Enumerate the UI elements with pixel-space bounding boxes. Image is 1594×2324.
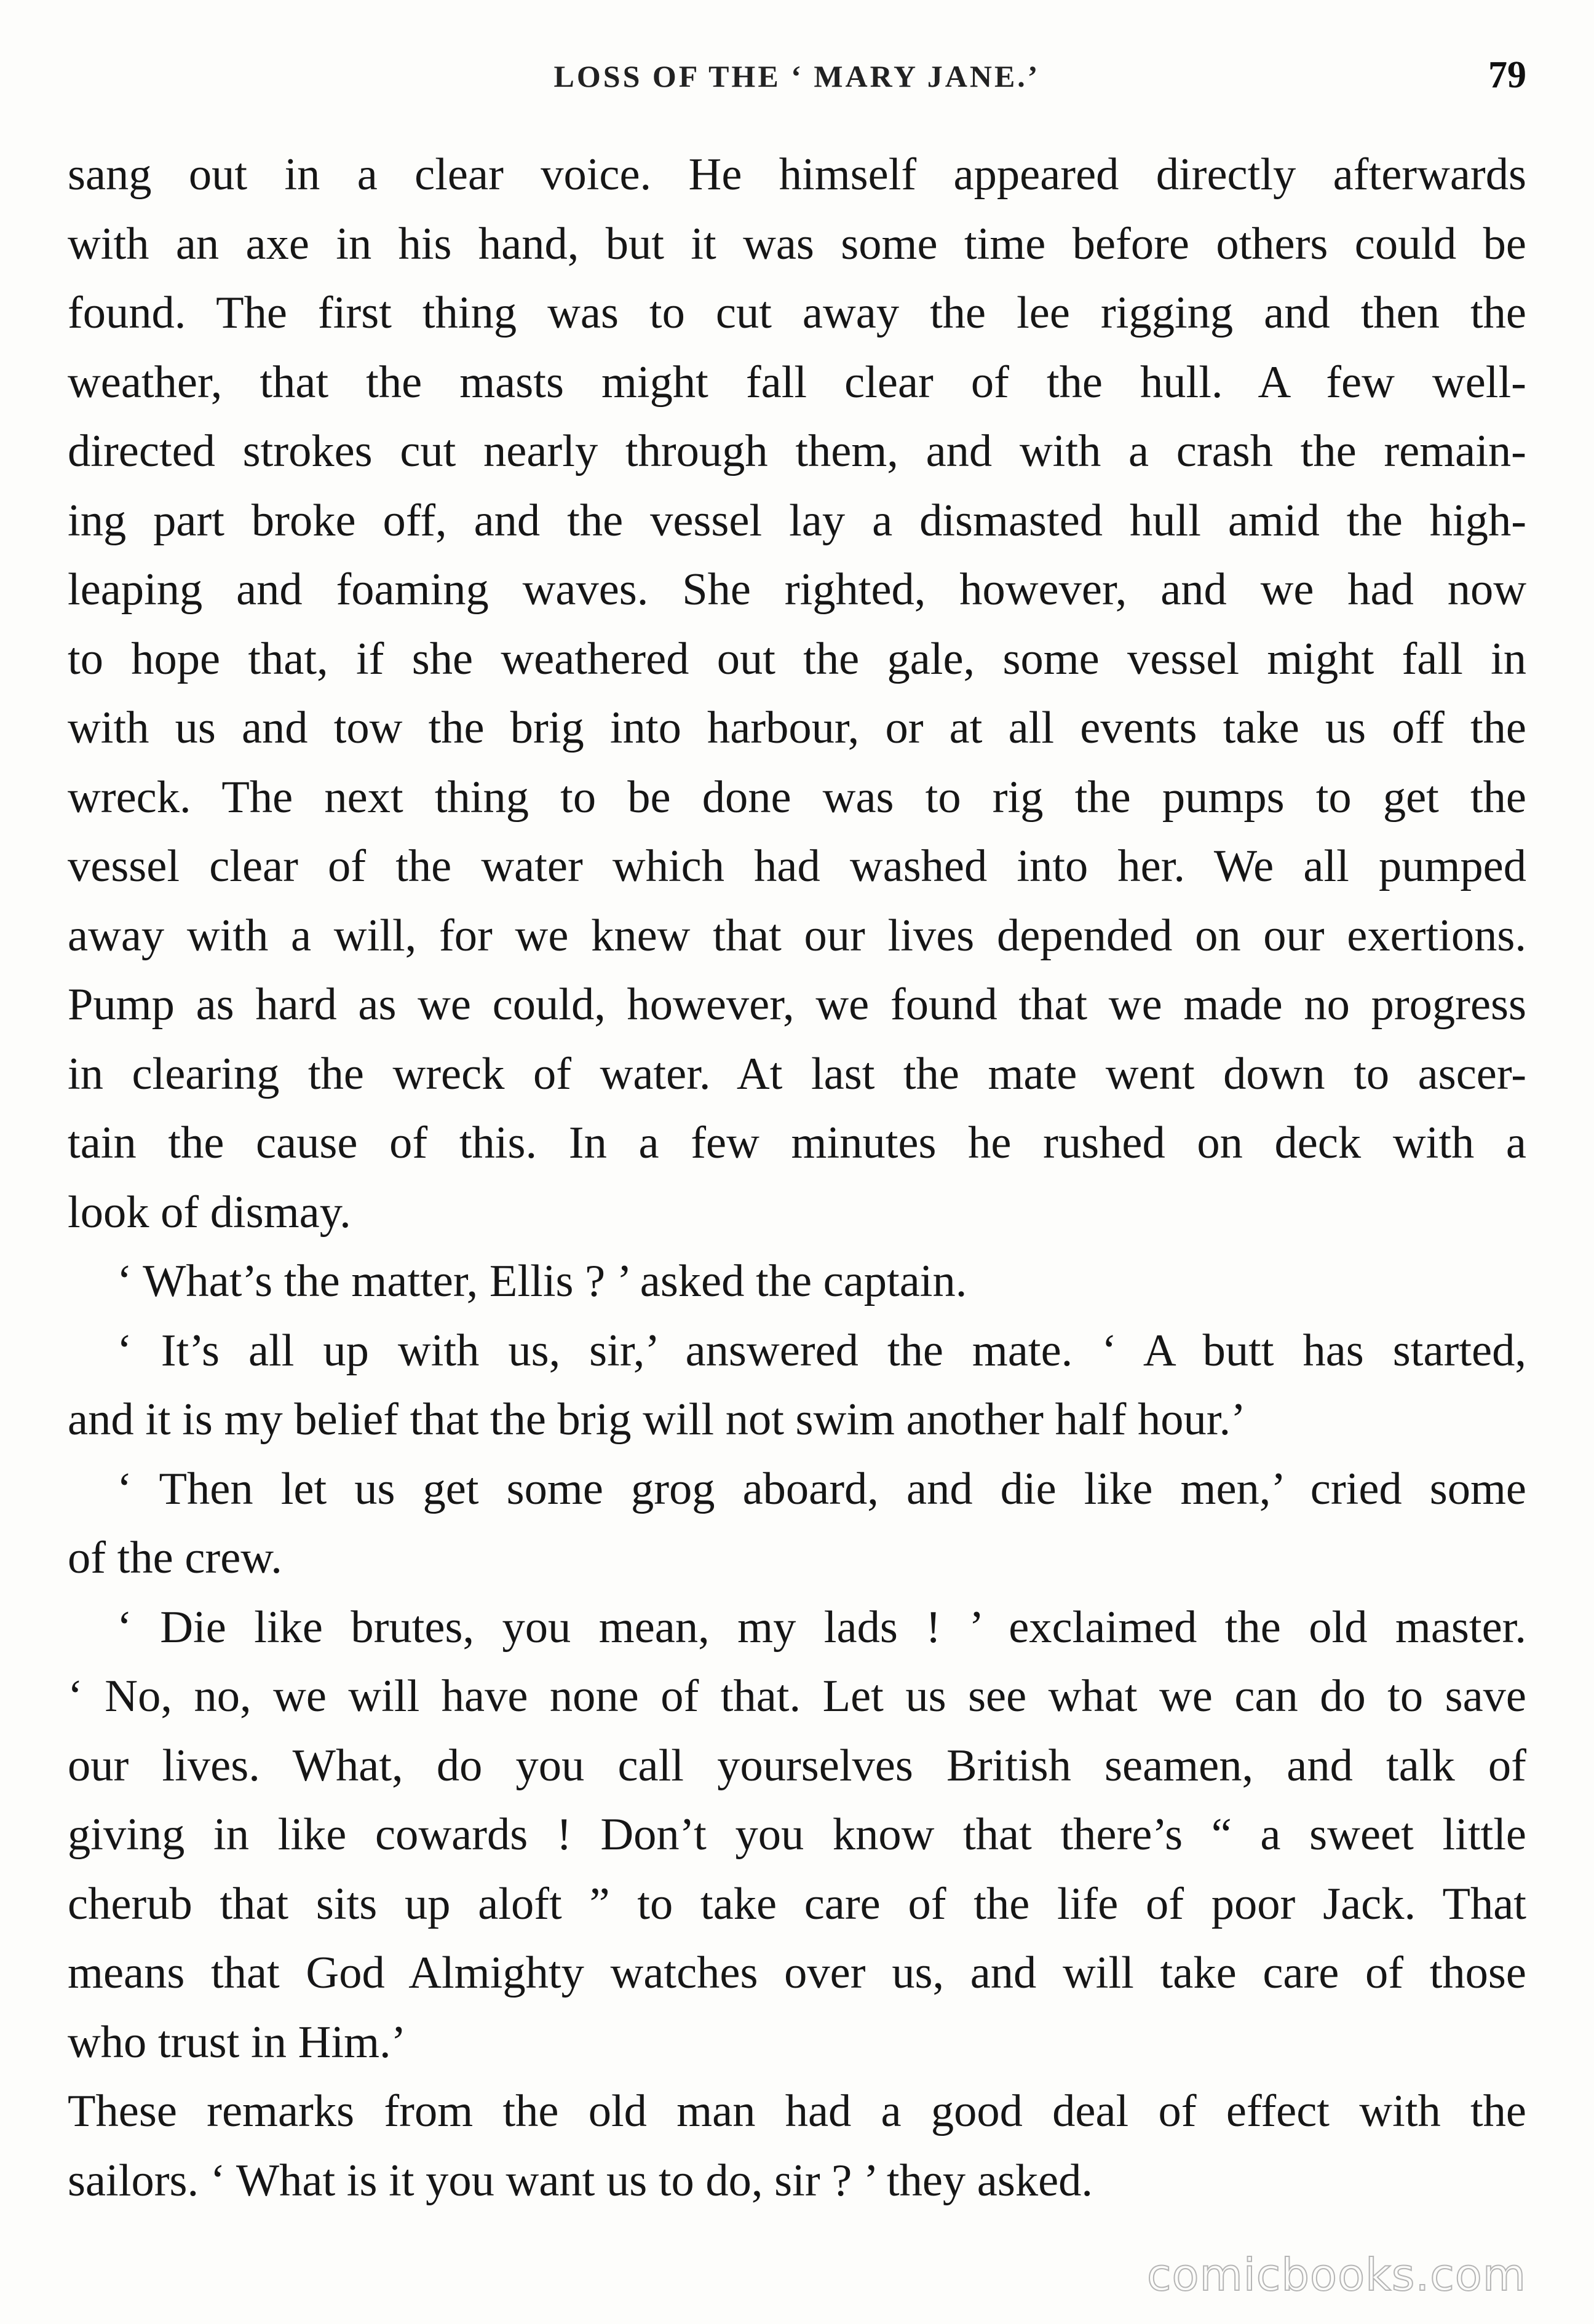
running-head: [68, 54, 1526, 114]
text-line: ‘ What’s the matter, Ellis ? ’ asked the captain.: [117, 1256, 967, 1306]
text-line: and it is my belief that the brig will not swim another half hour.’: [68, 1394, 1246, 1445]
text-line: leaping and foaming waves. She righted, however, and we had now: [68, 564, 1526, 615]
text-line: in clearing the wreck of water. At last the mate went down to ascer-: [68, 1048, 1526, 1099]
page-number: 79: [1488, 54, 1526, 96]
text-line: ‘ Die like brutes, you mean, my lads ! ’ exclaimed the old master.: [117, 1602, 1526, 1653]
text-line: found. The first thing was to cut away the lee rigging and then the: [68, 288, 1526, 338]
running-title: LOSS OF THE ‘ MARY JANE.’: [553, 59, 1041, 93]
text-line: away with a will, for we knew that our lives depended on our exertions.: [68, 910, 1526, 961]
text-line: cherub that sits up aloft ” to take care of the life of poor Jack. That: [68, 1878, 1526, 1929]
body-text: [68, 140, 1526, 2215]
text-line: These remarks from the old man had a good deal of effect with the: [68, 2086, 1526, 2136]
text-line: with us and tow the brig into harbour, or at all events take us off the: [68, 703, 1526, 753]
text-line: with an axe in his hand, but it was some time before others could be: [68, 218, 1526, 269]
text-line: Pump as hard as we could, however, we found that we made no progress: [68, 979, 1526, 1030]
text-line: to hope that, if she weathered out the gale, some vessel might fall in: [68, 633, 1526, 684]
text-line: vessel clear of the water which had washed into her. We all pumped: [68, 841, 1526, 891]
text-line: wreck. The next thing to be done was to rig the pumps to get the: [68, 772, 1526, 823]
text-line: ‘ It’s all up with us, sir,’ answered the mate. ‘ A butt has started,: [117, 1325, 1526, 1376]
watermark: comicbooks.com: [1146, 2249, 1526, 2301]
text-line: tain the cause of this. In a few minutes he rushed on deck with a: [68, 1118, 1526, 1168]
text-line: sailors. ‘ What is it you want us to do, sir ? ’ they asked.: [68, 2155, 1093, 2206]
text-line: of the crew.: [68, 1533, 282, 1583]
text-line: sang out in a clear voice. He himself appeared directly afterwards: [68, 149, 1526, 200]
text-line: directed strokes cut nearly through them, and with a crash the remain-: [68, 426, 1526, 476]
text-line: weather, that the masts might fall clear of the hull. A few well-: [68, 357, 1526, 408]
text-line: our lives. What, do you call yourselves British seamen, and talk of: [68, 1740, 1526, 1791]
text-line: ‘ Then let us get some grog aboard, and die like men,’ cried some: [117, 1463, 1526, 1514]
text-line: means that God Almighty watches over us, and will take care of those: [68, 1948, 1526, 1998]
text-line: who trust in Him.’: [68, 2017, 406, 2068]
text-line: ing part broke off, and the vessel lay a dismasted hull amid the high-: [68, 495, 1526, 546]
text-line: ‘ No, no, we will have none of that. Let us see what we can do to save: [68, 1671, 1526, 1721]
text-line: giving in like cowards ! Don’t you know that there’s “ a sweet little: [68, 1809, 1526, 1860]
text-line: look of dismay.: [68, 1187, 351, 1238]
